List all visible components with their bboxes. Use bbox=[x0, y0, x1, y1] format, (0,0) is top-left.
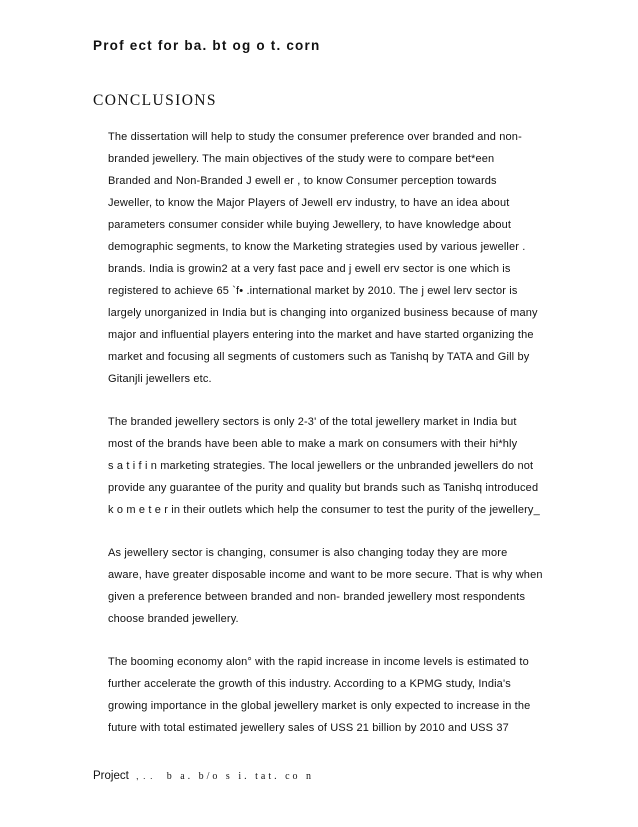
text-line: growing importance in the global jewellery market is only expected to increase in the bbox=[108, 700, 531, 712]
text-line: Gitanjli jewellers etc. bbox=[108, 373, 212, 385]
paragraph-4 bbox=[108, 651, 548, 739]
page-footer bbox=[93, 770, 314, 782]
text-line: largely unorganized in India but is changing into organized business because of many bbox=[108, 307, 538, 319]
text-line: aware, have greater disposable income and want to be more secure. That is why when bbox=[108, 569, 543, 581]
paragraph-3 bbox=[108, 542, 548, 630]
text-line: provide any guarantee of the purity and quality but brands such as Tanishq introduced bbox=[108, 482, 539, 494]
text-line: As jewellery sector is changing, consumer is also changing today they are more bbox=[108, 547, 508, 559]
text-line: demographic segments, to know the Marketing strategies used by various jeweller . bbox=[108, 241, 526, 253]
text-line: s a t i f i n marketing strategies. The local jewellers or the unbranded jewellers do not bbox=[108, 460, 534, 472]
section-heading: CONCLUSIONS bbox=[93, 92, 217, 109]
text-line: brands. India is growin2 at a very fast pace and j ewell erv sector is one which is bbox=[108, 263, 511, 275]
footer-site-link[interactable]: b a. b/o s i. tat. co n bbox=[166, 771, 315, 782]
text-line: parameters consumer consider while buying Jewellery, to have knowledge about bbox=[108, 219, 512, 231]
paragraph-2 bbox=[108, 411, 548, 521]
text-line: Branded and Non-Branded J ewell er , to know Consumer perception towards bbox=[108, 175, 497, 187]
text-line: branded jewellery. The main objectives of the study were to compare bet*een bbox=[108, 153, 495, 165]
text-line: major and influential players entering into the market and have started organizing the bbox=[108, 329, 534, 341]
text-line: given a preference between branded and non- branded jewellery most respondents bbox=[108, 591, 526, 603]
text-line: choose branded jewellery. bbox=[108, 613, 239, 625]
text-line: The dissertation will help to study the consumer preference over branded and non- bbox=[108, 131, 522, 143]
footer-separator: , . . bbox=[136, 771, 154, 781]
footer-label: Project bbox=[93, 770, 129, 782]
text-line: registered to achieve 65 `f• .international market by 2010. The j ewel lerv sector is bbox=[108, 285, 518, 297]
text-line: most of the brands have been able to make a mark on consumers with their hi*hly bbox=[108, 438, 518, 450]
text-line: Jeweller, to know the Major Players of Jewell erv industry, to have an idea about bbox=[108, 197, 510, 209]
text-line: The branded jewellery sectors is only 2-3' of the total jewellery market in India but bbox=[108, 416, 517, 428]
paragraph-1 bbox=[108, 126, 548, 390]
conclusions-body bbox=[108, 126, 548, 760]
text-line: The booming economy alon° with the rapid increase in income levels is estimated to bbox=[108, 656, 529, 668]
text-line: further accelerate the growth of this industry. According to a KPMG study, India's bbox=[108, 678, 511, 690]
page-header-title: Prof ect for ba. bt og o t. corn bbox=[93, 38, 321, 53]
text-line: k o m e t e r in their outlets which help the consumer to test the purity of the jewellery_ bbox=[108, 504, 540, 516]
text-line: market and focusing all segments of customers such as Tanishq by TATA and Gill by bbox=[108, 351, 530, 363]
text-line: future with total estimated jewellery sales of USS 21 billion by 2010 and USS 37 bbox=[108, 722, 509, 734]
